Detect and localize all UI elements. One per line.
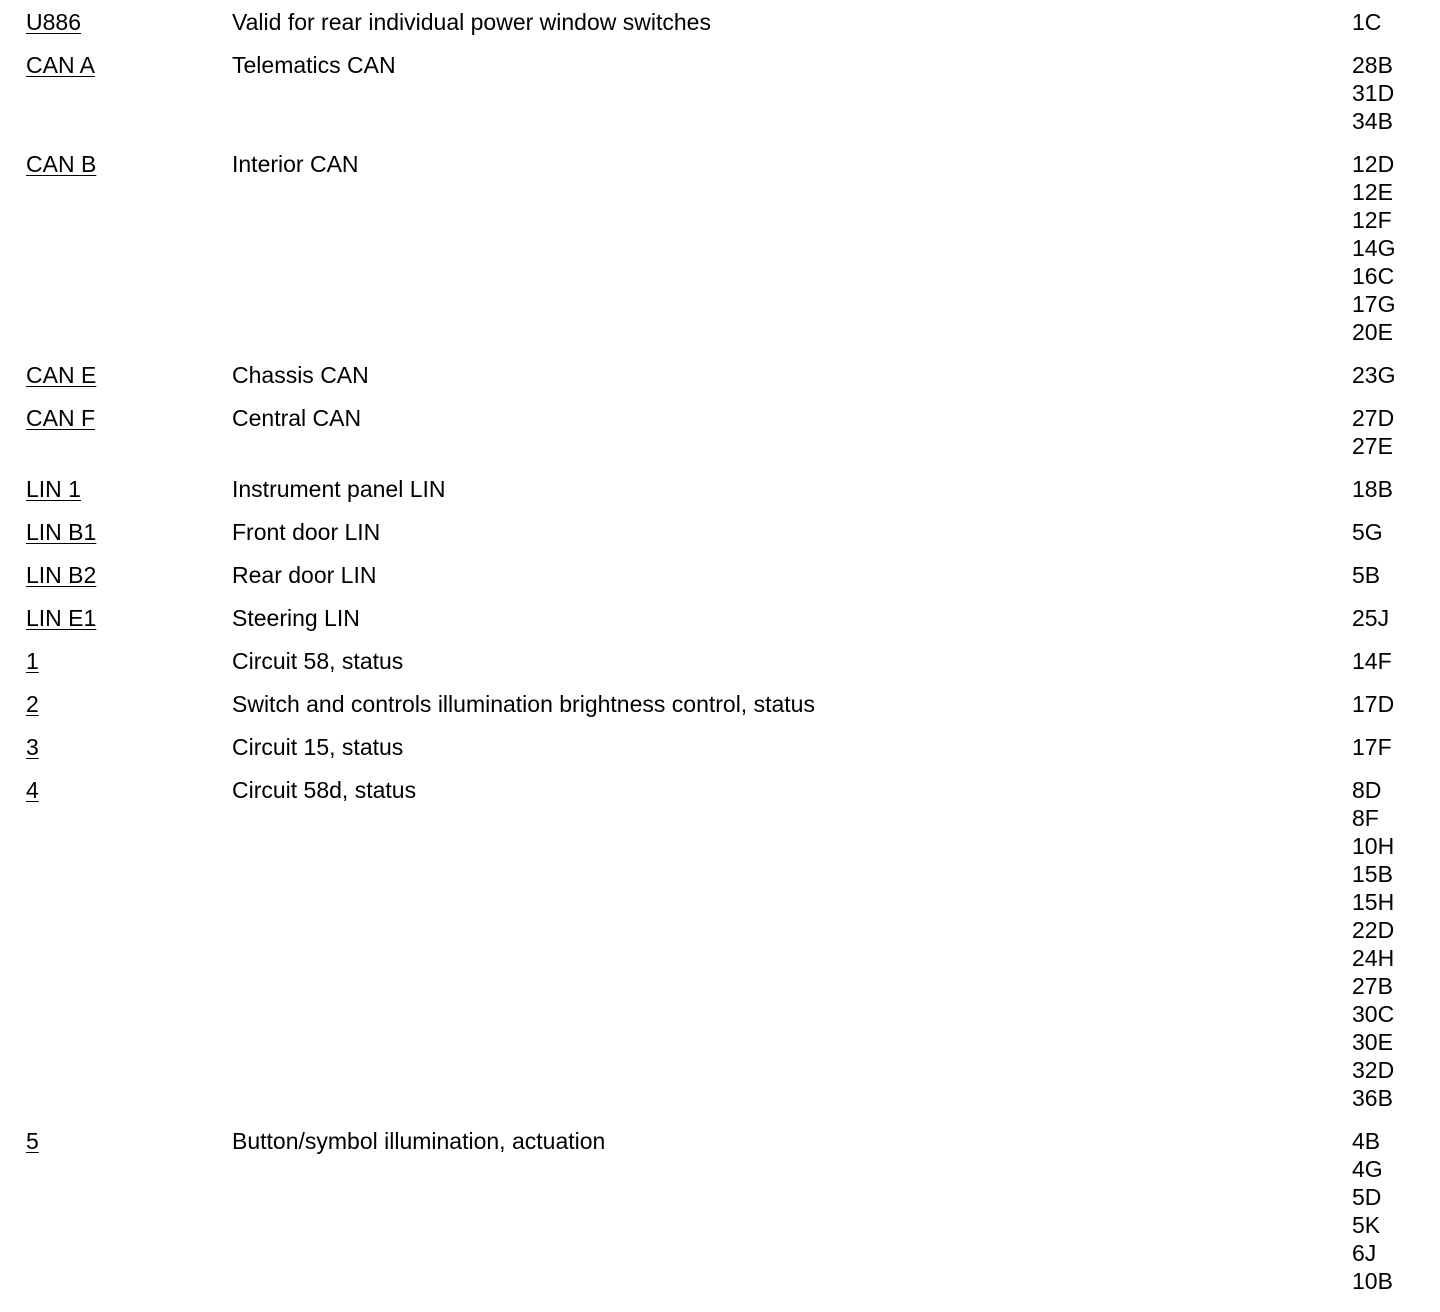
legend-row-can-a	[26, 51, 1426, 135]
legend-references	[1352, 361, 1412, 389]
grid-reference: 5B	[1352, 562, 1381, 588]
legend-row-u886	[26, 8, 1426, 36]
legend-row-5	[26, 1127, 1426, 1295]
grid-reference: 15B	[1352, 861, 1393, 887]
legend-row-lin-b1	[26, 518, 1426, 546]
grid-reference: 4G	[1352, 1156, 1383, 1182]
legend-code[interactable]: 4	[26, 777, 39, 803]
legend-row-can-e	[26, 361, 1426, 389]
legend-description: Button/symbol illumination, actuation	[232, 1128, 606, 1154]
grid-reference: 32D	[1352, 1057, 1395, 1083]
grid-reference: 14F	[1352, 648, 1392, 674]
grid-reference: 5K	[1352, 1212, 1381, 1238]
legend-row-can-b	[26, 150, 1426, 346]
grid-reference: 8F	[1352, 805, 1379, 831]
legend-references	[1352, 8, 1412, 36]
legend-references	[1352, 51, 1412, 135]
legend-description: Front door LIN	[232, 519, 381, 545]
legend-code[interactable]: CAN F	[26, 405, 95, 431]
legend-description: Valid for rear individual power window switches	[232, 9, 711, 35]
grid-reference: 17G	[1352, 291, 1396, 317]
grid-reference: 17F	[1352, 734, 1392, 760]
legend-table	[26, 8, 1426, 1310]
legend-row-1	[26, 647, 1426, 675]
legend-references	[1352, 150, 1412, 346]
grid-reference: 22D	[1352, 917, 1395, 943]
grid-reference: 5G	[1352, 519, 1383, 545]
legend-description: Circuit 15, status	[232, 734, 404, 760]
legend-code[interactable]: U886	[26, 9, 81, 35]
grid-reference: 28B	[1352, 52, 1393, 78]
legend-description: Chassis CAN	[232, 362, 369, 388]
grid-reference: 10B	[1352, 1268, 1393, 1294]
grid-reference: 30C	[1352, 1001, 1395, 1027]
legend-description: Telematics CAN	[232, 52, 396, 78]
legend-description: Instrument panel LIN	[232, 476, 446, 502]
legend-code[interactable]: LIN 1	[26, 476, 81, 502]
legend-description: Circuit 58d, status	[232, 777, 417, 803]
legend-references	[1352, 604, 1412, 632]
grid-reference: 12E	[1352, 179, 1393, 205]
legend-references	[1352, 475, 1412, 503]
legend-code[interactable]: LIN B1	[26, 519, 97, 545]
legend-references	[1352, 1127, 1412, 1295]
legend-description: Interior CAN	[232, 151, 359, 177]
grid-reference: 25J	[1352, 605, 1390, 631]
legend-references	[1352, 647, 1412, 675]
legend-code[interactable]: CAN E	[26, 362, 97, 388]
legend-row-lin-b2	[26, 561, 1426, 589]
grid-reference: 24H	[1352, 945, 1395, 971]
grid-reference: 12D	[1352, 151, 1395, 177]
grid-reference: 23G	[1352, 362, 1396, 388]
grid-reference: 20E	[1352, 319, 1393, 345]
grid-reference: 27B	[1352, 973, 1393, 999]
legend-row-lin-1	[26, 475, 1426, 503]
grid-reference: 27E	[1352, 433, 1393, 459]
legend-row-2	[26, 690, 1426, 718]
grid-reference: 17D	[1352, 691, 1395, 717]
legend-description: Circuit 58, status	[232, 648, 404, 674]
legend-description: Steering LIN	[232, 605, 360, 631]
legend-references	[1352, 733, 1412, 761]
legend-code[interactable]: CAN B	[26, 151, 97, 177]
legend-description: Switch and controls illumination brightness control, status	[232, 691, 815, 717]
grid-reference: 36B	[1352, 1085, 1393, 1111]
legend-references	[1352, 690, 1412, 718]
legend-code[interactable]: 3	[26, 734, 39, 760]
legend-code[interactable]: 5	[26, 1128, 39, 1154]
legend-row-can-f	[26, 404, 1426, 460]
grid-reference: 15H	[1352, 889, 1395, 915]
legend-references	[1352, 518, 1412, 546]
grid-reference: 18B	[1352, 476, 1393, 502]
grid-reference: 30E	[1352, 1029, 1393, 1055]
grid-reference: 12F	[1352, 207, 1392, 233]
legend-description: Central CAN	[232, 405, 362, 431]
legend-row-4	[26, 776, 1426, 1112]
legend-references	[1352, 561, 1412, 589]
grid-reference: 4B	[1352, 1128, 1381, 1154]
legend-references	[1352, 776, 1412, 1112]
grid-reference: 16C	[1352, 263, 1395, 289]
legend-code[interactable]: CAN A	[26, 52, 96, 78]
grid-reference: 27D	[1352, 405, 1395, 431]
grid-reference: 14G	[1352, 235, 1396, 261]
legend-code[interactable]: 2	[26, 691, 39, 717]
grid-reference: 10H	[1352, 833, 1395, 859]
legend-row-3	[26, 733, 1426, 761]
legend-code[interactable]: 1	[26, 648, 39, 674]
grid-reference: 1C	[1352, 9, 1382, 35]
grid-reference: 6J	[1352, 1240, 1377, 1266]
legend-description: Rear door LIN	[232, 562, 377, 588]
grid-reference: 34B	[1352, 108, 1393, 134]
legend-references	[1352, 404, 1412, 460]
grid-reference: 8D	[1352, 777, 1382, 803]
grid-reference: 5D	[1352, 1184, 1382, 1210]
legend-code[interactable]: LIN E1	[26, 605, 97, 631]
legend-row-lin-e1	[26, 604, 1426, 632]
grid-reference: 31D	[1352, 80, 1395, 106]
legend-code[interactable]: LIN B2	[26, 562, 97, 588]
